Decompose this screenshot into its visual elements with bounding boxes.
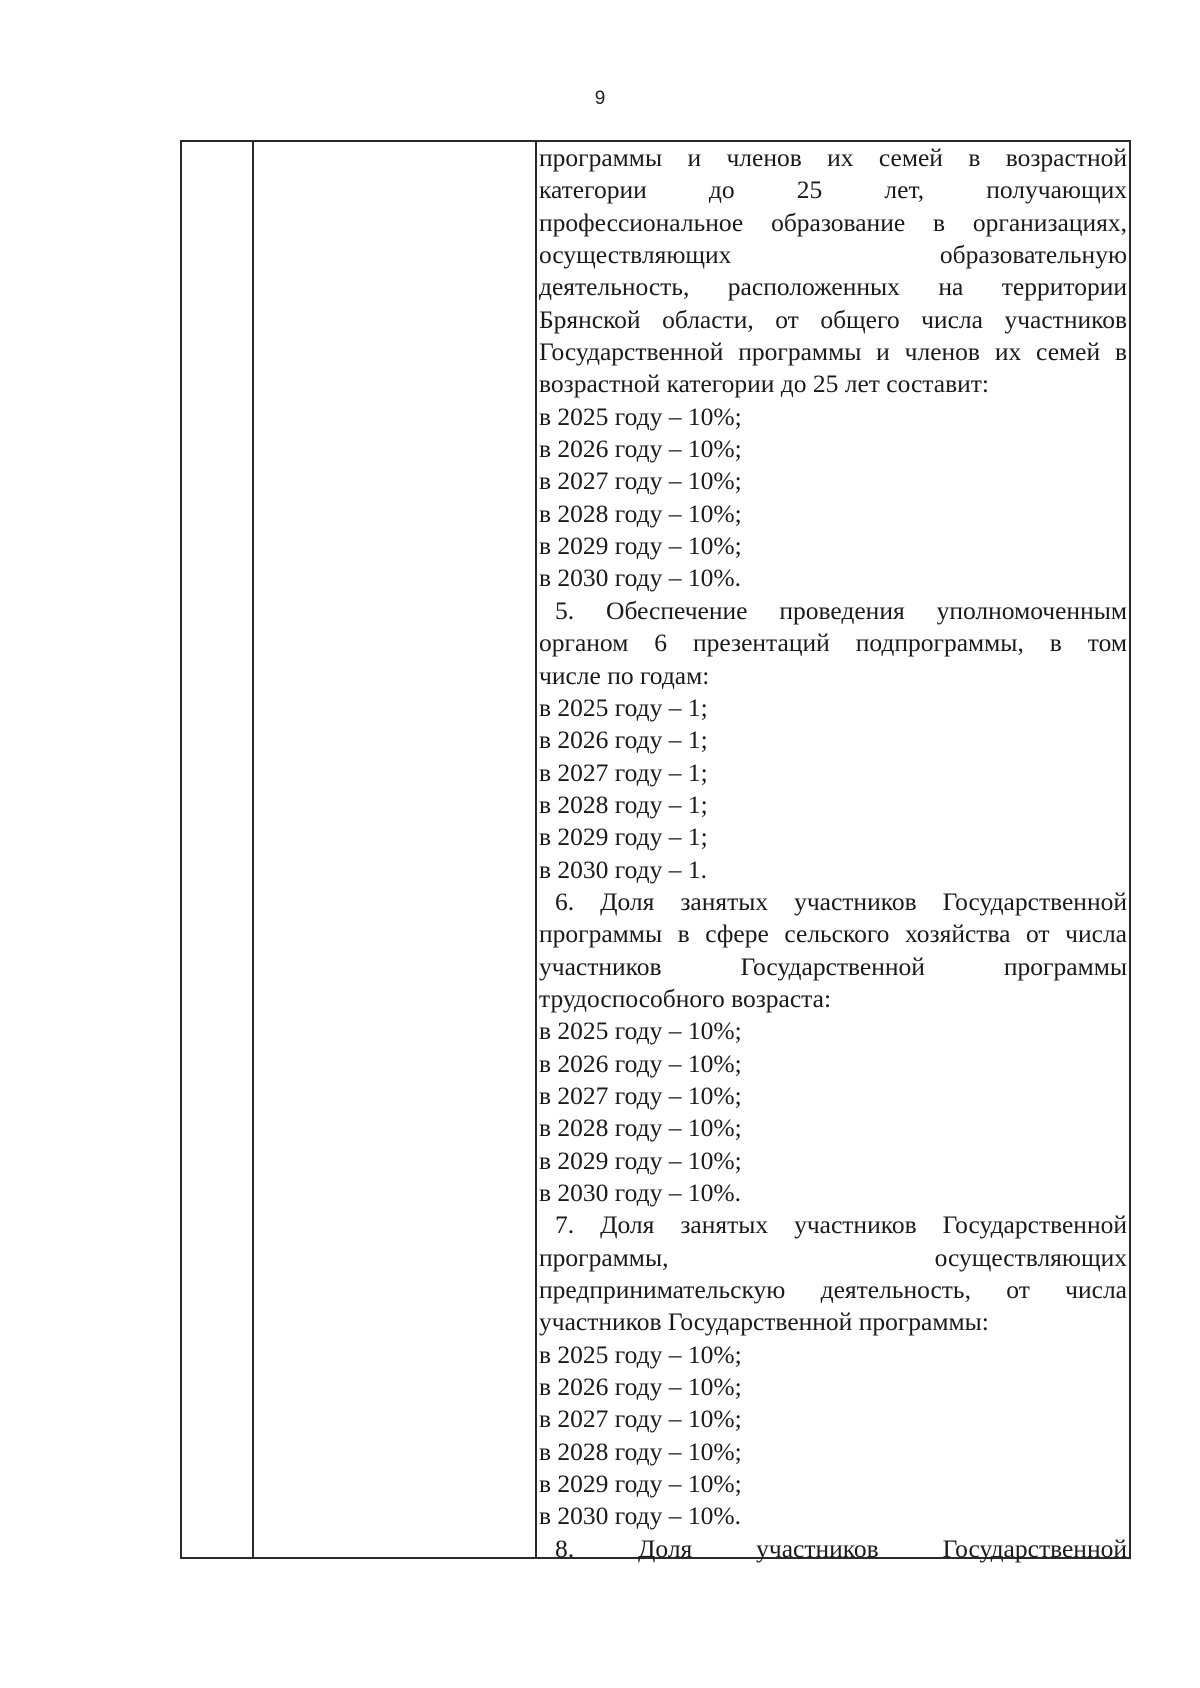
text-line: числе по годам: [539,660,710,690]
text-line: программы и членов их семей в возрастной [539,143,1127,172]
text-line: в 2030 году – 10%. [539,1501,741,1531]
text-line: в 2029 году – 10%; [539,1469,742,1499]
text-line: 7. Доля занятых участников Государственной [555,1210,1127,1240]
text-line: осуществляющих образовательную [539,240,1127,270]
page-number: 9 [594,88,606,109]
text-line: в 2028 году – 10%; [539,1436,742,1466]
text-line: в 2026 году – 1; [539,725,708,755]
text-line: в 2025 году – 10%; [539,401,742,431]
text-line: 6. Доля занятых участников Государственной [555,886,1127,916]
text-line: программы, осуществляющих [539,1242,1127,1272]
text-line: в 2025 году – 10%; [539,1339,742,1369]
text-line: возрастной категории до 25 лет составит: [539,369,989,399]
text-line: в 2028 году – 10%; [539,498,742,528]
column-divider-2 [535,142,537,1557]
text-line: в 2029 году – 1; [539,822,708,852]
text-line: в 2026 году – 10%; [539,434,742,464]
text-line: в 2025 году – 10%; [539,1016,742,1046]
column-divider-1 [252,142,254,1557]
text-line: предпринимательскую деятельность, от числа [539,1275,1127,1305]
text-line: в 2030 году – 10%. [539,1178,741,1207]
text-line: 8. Доля участников Государственной [555,1533,1127,1563]
text-line: в 2027 году – 10%; [539,466,742,496]
text-line: деятельность, расположенных на территории [539,272,1127,302]
text-line: в 2028 году – 10%; [539,1113,742,1143]
text-line: в 2030 году – 1. [539,854,707,884]
text-line: органом 6 презентаций подпрограммы, в том [539,628,1127,658]
text-line: 5. Обеспечение проведения уполномоченным [555,595,1127,625]
text-line: в 2029 году – 10%; [539,1145,742,1175]
text-line: в 2028 году – 1; [539,789,708,819]
text-line: категории до 25 лет, получающих [539,175,1127,205]
text-line: в 2029 году – 10%; [539,531,742,561]
text-line: в 2026 году – 10%; [539,1048,742,1078]
text-line: в 2030 году – 10%. [539,563,741,593]
text-line: Брянской области, от общего числа участников [539,304,1127,334]
text-line: Государственной программы и членов их семей в [539,337,1127,367]
text-line: профессиональное образование в организациях, [539,207,1127,237]
indicator-text-cell [539,142,1129,1563]
text-line: участников Государственной программы: [539,1307,989,1337]
text-line: в 2026 году – 10%; [539,1372,742,1402]
text-line: в 2027 году – 1; [539,757,708,787]
text-line: программы в сфере сельского хозяйства от числа [539,919,1127,949]
text-line: в 2027 году – 10%; [539,1080,742,1110]
text-line: трудоспособного возраста: [539,983,832,1013]
text-line: в 2027 году – 10%; [539,1404,742,1434]
text-line: участников Государственной программы [539,951,1127,981]
indicator-table [180,140,1131,1563]
text-line: в 2025 году – 1; [539,692,708,722]
